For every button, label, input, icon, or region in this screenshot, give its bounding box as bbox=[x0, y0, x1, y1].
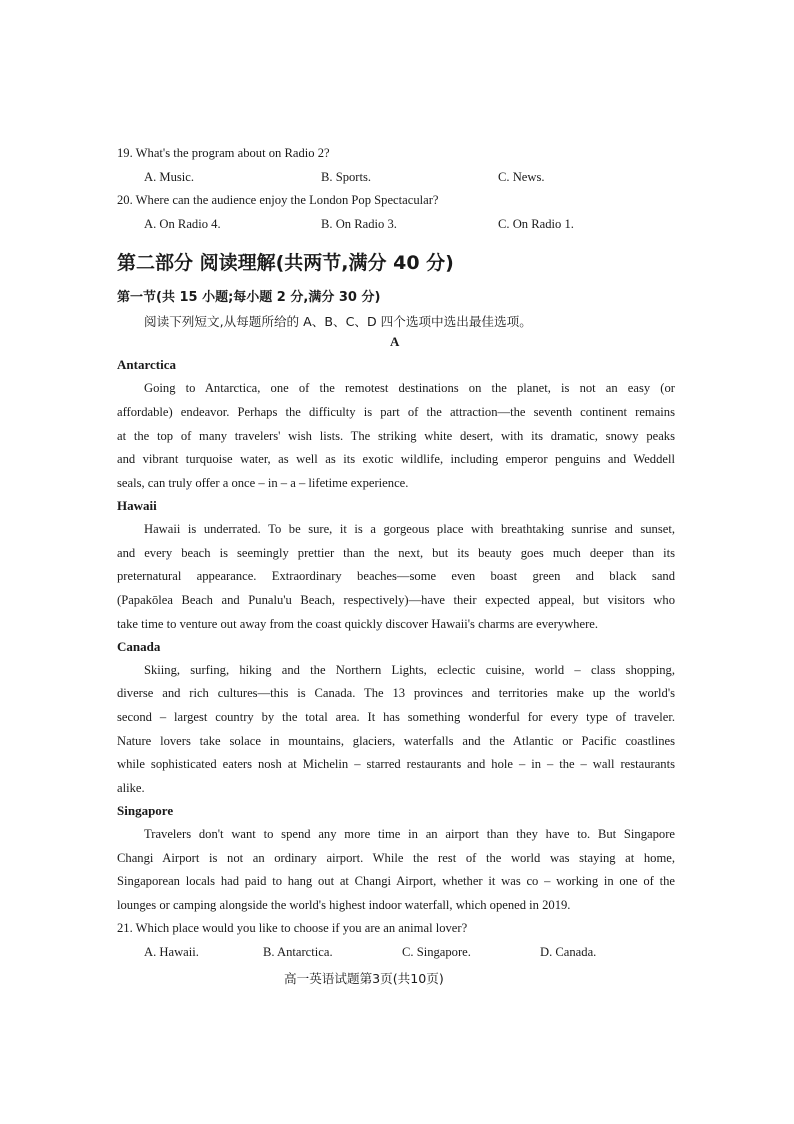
hawaii-line: Hawaii is underrated. To be sure, it is a gorgeous place with breathtaking sunrise and sunset, bbox=[144, 522, 675, 536]
antarctica-line: Going to Antarctica, one of the remotest destinations on the planet, is not an easy (or bbox=[144, 381, 675, 395]
singapore-line: Singaporean locals had paid to hang out at Changi Airport, whether it was co – working in one of the bbox=[117, 874, 675, 888]
heading-singapore: Singapore bbox=[117, 803, 174, 818]
q20-option-a: A. On Radio 4. bbox=[144, 217, 221, 231]
q19-option-a: A. Music. bbox=[144, 170, 195, 184]
hawaii-line: preternatural appearance. Extraordinary beaches—some even boast green and black sand bbox=[117, 569, 675, 583]
canada-line: alike. bbox=[117, 781, 145, 795]
hawaii-line: (Papakōlea Beach and Punalu'u Beach, respectively)—have their expected appeal, but visitors who bbox=[117, 593, 675, 607]
hawaii-line: and every beach is seemingly prettier than the next, but its beauty goes much deeper than its bbox=[117, 546, 675, 560]
page-footer: 高一英语试题第3页(共10页) bbox=[284, 971, 444, 986]
canada-line: Skiing, surfing, hiking and the Northern Lights, eclectic cuisine, world – class shopping, bbox=[144, 663, 675, 677]
q19-option-c: C. News. bbox=[498, 170, 545, 184]
q21-option-c: C. Singapore. bbox=[402, 945, 471, 959]
heading-canada: Canada bbox=[117, 639, 161, 654]
singapore-line: lounges or camping alongside the world's highest indoor waterfall, which opened in 2019. bbox=[117, 898, 571, 912]
q20-option-c: C. On Radio 1. bbox=[498, 217, 574, 231]
singapore-line: Travelers don't want to spend any more time in an airport than they have to. But Singapore bbox=[144, 827, 675, 841]
heading-hawaii: Hawaii bbox=[117, 498, 157, 513]
q20-option-b: B. On Radio 3. bbox=[321, 217, 397, 231]
q21-option-b: B. Antarctica. bbox=[263, 945, 333, 959]
heading-antarctica: Antarctica bbox=[117, 357, 176, 372]
question-19: 19. What's the program about on Radio 2? bbox=[117, 146, 330, 160]
part-two-title: 第二部分 阅读理解(共两节,满分 40 分) bbox=[117, 252, 454, 274]
passage-label: A bbox=[390, 334, 400, 349]
instructions: 阅读下列短文,从每题所给的 A、B、C、D 四个选项中选出最佳选项。 bbox=[144, 314, 532, 329]
canada-line: while sophisticated eaters nosh at Michelin – starred restaurants and hole – in – the – wall restaurants bbox=[117, 757, 675, 771]
singapore-line: Changi Airport is not an ordinary airport. While the rest of the world was staying at home, bbox=[117, 851, 675, 865]
q21-option-a: A. Hawaii. bbox=[144, 945, 199, 959]
canada-line: Nature lovers take solace in mountains, glaciers, waterfalls and the Atlantic or Pacific coastlines bbox=[117, 734, 675, 748]
antarctica-line: at the top of many travelers' wish lists. The striking white desert, with its dramatic, snowy peaks bbox=[117, 429, 675, 443]
hawaii-line: take time to venture out away from the coast quickly discover Hawaii's charms are everywhere. bbox=[117, 617, 598, 631]
question-21: 21. Which place would you like to choose if you are an animal lover? bbox=[117, 921, 468, 935]
section-one-title: 第一节(共 15 小题;每小题 2 分,满分 30 分) bbox=[117, 290, 381, 305]
antarctica-line: and vibrant turquoise water, as well as its exotic wildlife, including emperor penguins and Weddell bbox=[117, 452, 675, 466]
question-20: 20. Where can the audience enjoy the London Pop Spectacular? bbox=[117, 193, 439, 207]
antarctica-line: affordable) endeavor. Perhaps the difficulty is part of the attraction—the seventh continent remains bbox=[117, 405, 675, 419]
q21-option-d: D. Canada. bbox=[540, 945, 597, 959]
canada-line: diverse and rich cultures—this is Canada. The 13 provinces and territories make up the world's bbox=[117, 686, 675, 700]
canada-line: second – largest country by the total area. It has something wonderful for every type of traveler. bbox=[117, 710, 675, 724]
antarctica-line: seals, can truly offer a once – in – a – lifetime experience. bbox=[117, 476, 409, 490]
q19-option-b: B. Sports. bbox=[321, 170, 372, 184]
